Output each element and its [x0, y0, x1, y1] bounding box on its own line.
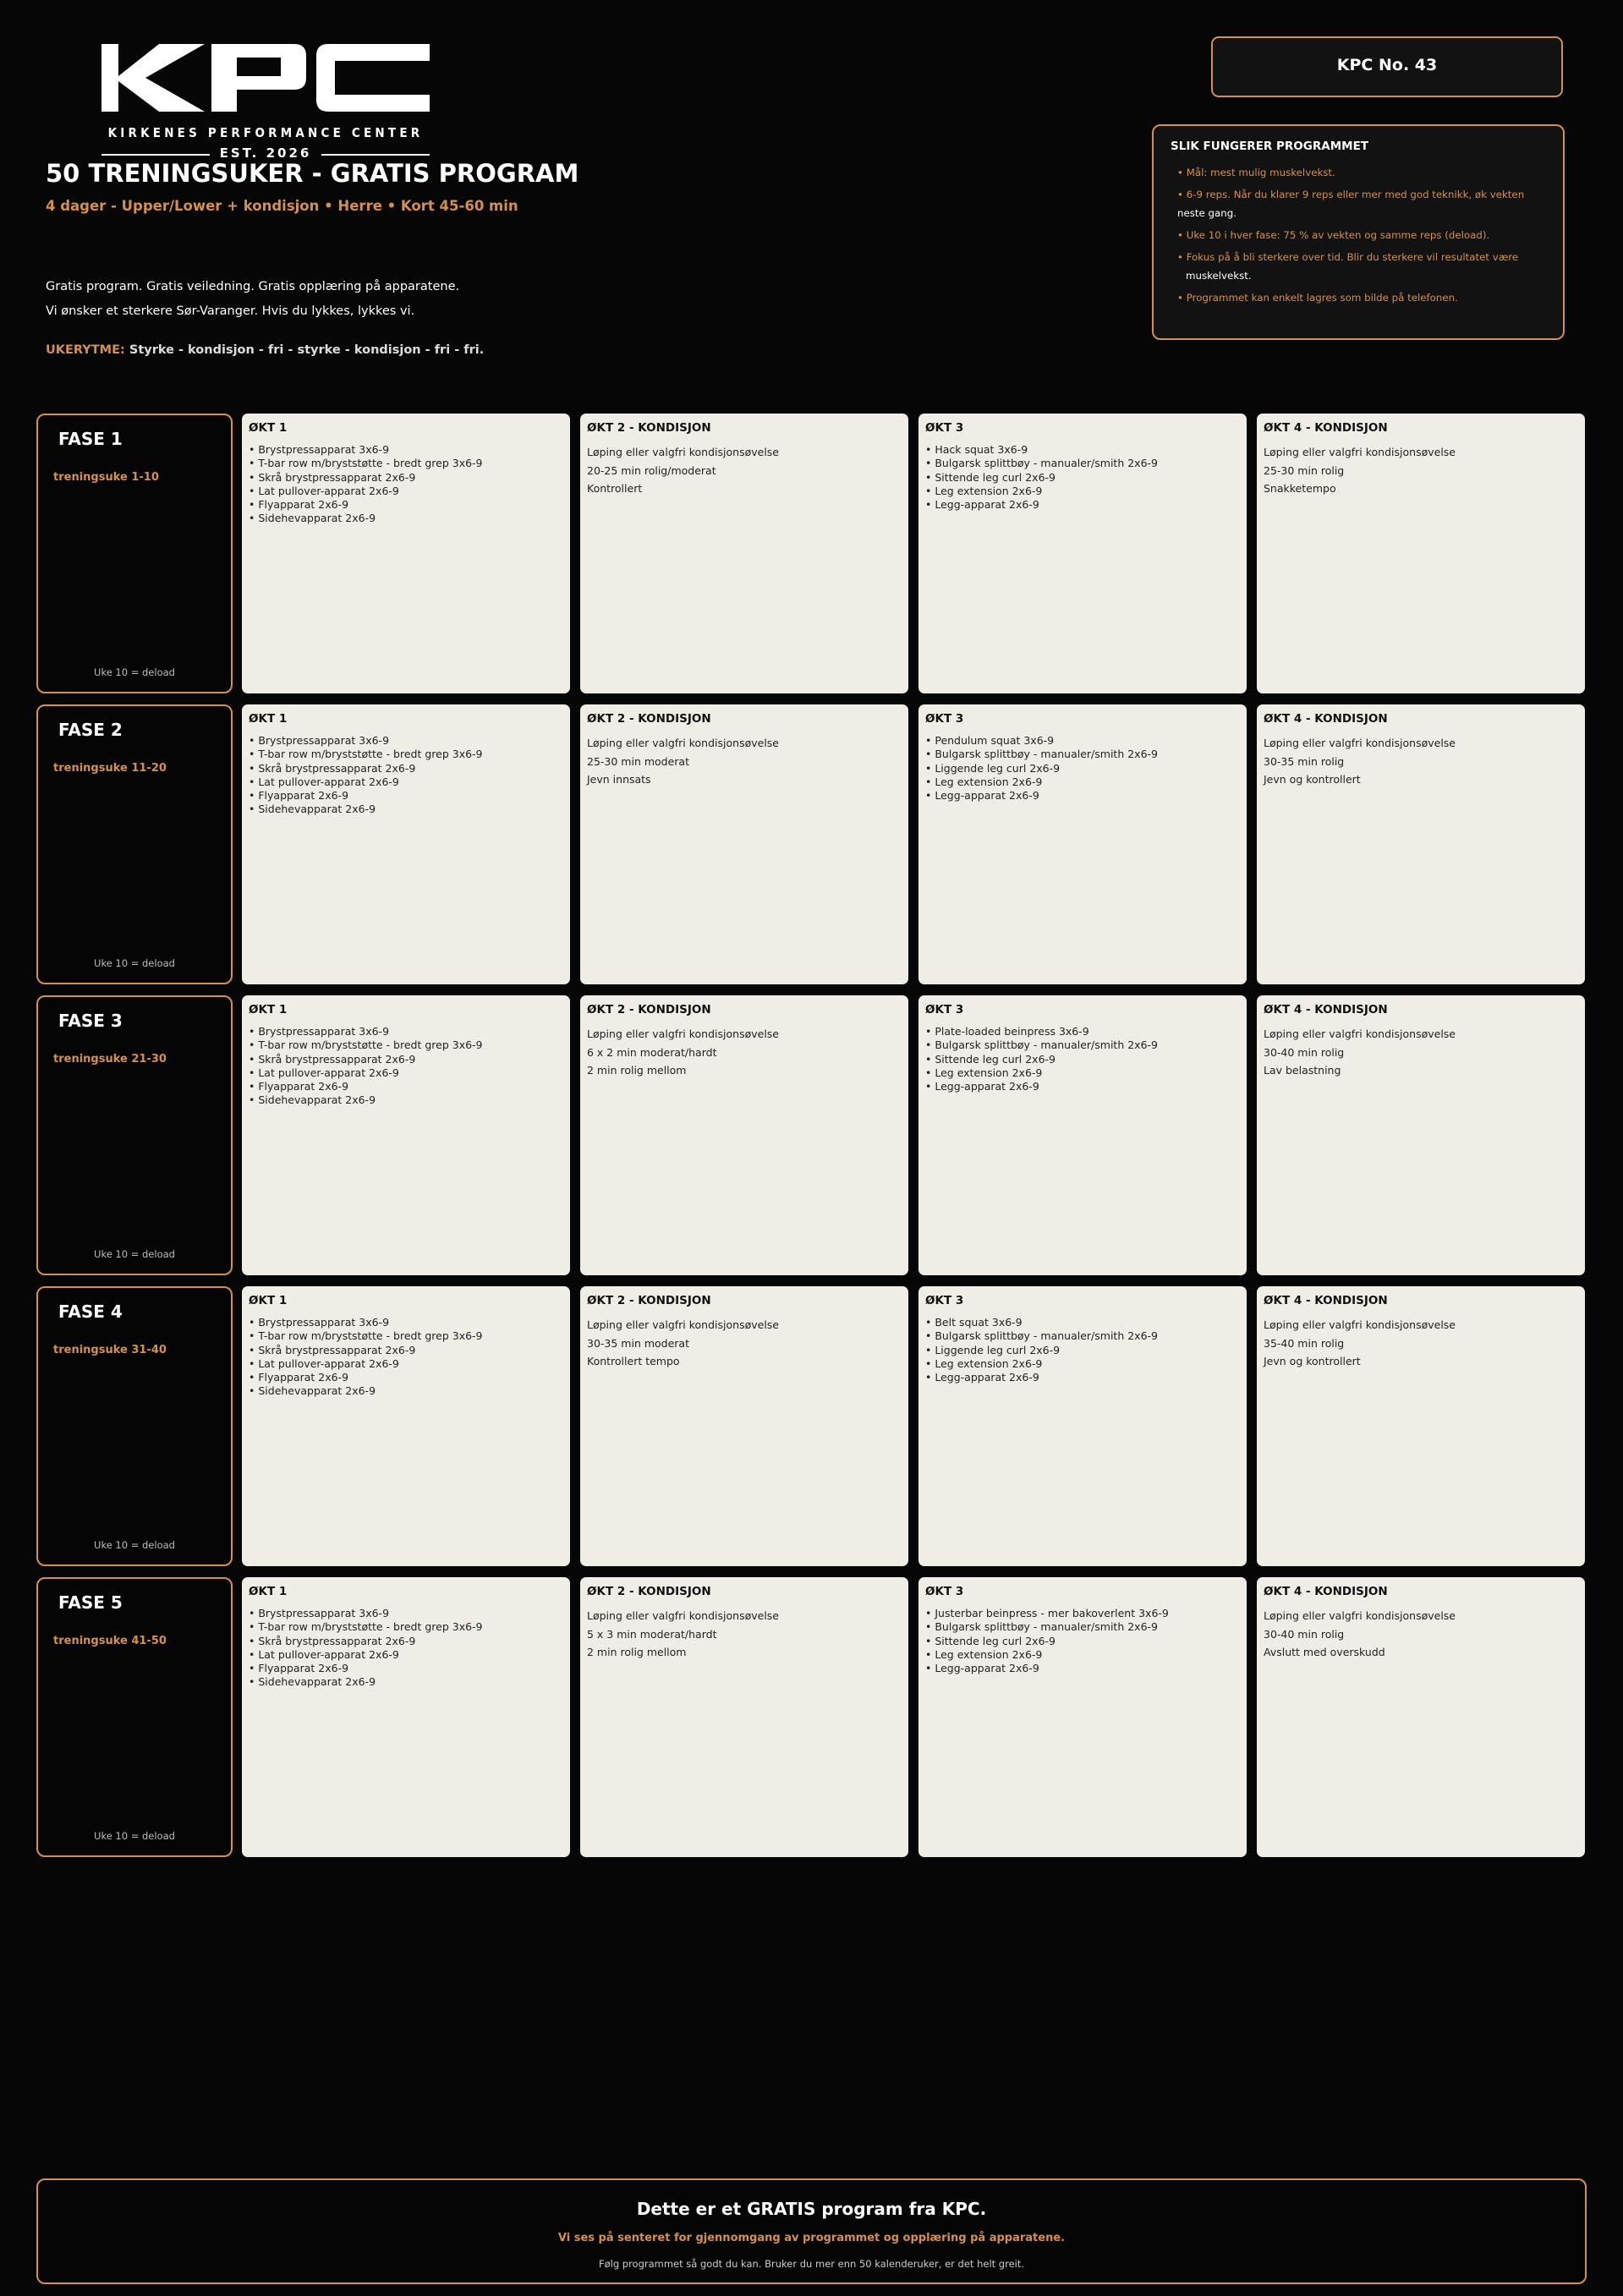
session-line: Jevn og kontrollert [1264, 773, 1361, 786]
session-line: Kontrollert tempo [587, 1355, 680, 1367]
session-line: 30-35 min rolig [1264, 754, 1345, 768]
session-line: 25-30 min moderat [587, 754, 689, 768]
session-line: • Lat pullover-apparat 2x6-9 [249, 1647, 399, 1661]
session-title: ØKT 3 [925, 1003, 964, 1016]
phase-deload-note: Uke 10 = deload [94, 1539, 175, 1551]
phase-label-5 [36, 1577, 233, 1857]
phase-deload-note: Uke 10 = deload [94, 666, 175, 678]
week-rhythm-label: UKERYTME: [46, 343, 125, 357]
session-line: Løping eller valgfri kondisjonsøvelse [1264, 737, 1456, 749]
session-title: ØKT 3 [925, 421, 964, 435]
session-line: Jevn innsats [587, 773, 651, 786]
session-line: • Legg-apparat 2x6-9 [925, 789, 1039, 803]
session-line: Løping eller valgfri kondisjonsøvelse [1264, 1318, 1456, 1331]
session-line: • Bulgarsk splittbøy - manualer/smith 2x6-9 [925, 1038, 1158, 1052]
phase-name: FASE 5 [58, 1592, 123, 1613]
session-line: 30-35 min moderat [587, 1336, 689, 1350]
session-line: • Pendulum squat 3x6-9 [925, 734, 1055, 747]
phase-name: FASE 1 [58, 429, 123, 449]
session-line: Løping eller valgfri kondisjonsøvelse [587, 1318, 779, 1331]
session-line: • Lat pullover-apparat 2x6-9 [249, 484, 399, 497]
session-line: • Sidehevapparat 2x6-9 [249, 1093, 376, 1107]
session-line: 6 x 2 min moderat/hardt [587, 1045, 717, 1059]
phase-label-2 [36, 704, 233, 984]
session-line: • Hack squat 3x6-9 [925, 443, 1028, 456]
session-title: ØKT 1 [249, 1585, 288, 1598]
session-line: • T-bar row m/bryststøtte - bredt grep 3x6-9 [249, 457, 483, 470]
session-line: • Skrå brystpressapparat 2x6-9 [249, 1343, 416, 1356]
week-rhythm [46, 343, 484, 357]
session-line: • Bulgarsk splittbøy - manualer/smith 2x6-9 [925, 1329, 1158, 1343]
phase-label-3 [36, 995, 233, 1275]
session-line: • Bulgarsk splittbøy - manualer/smith 2x6-9 [925, 748, 1158, 761]
intro-line-1: Gratis program. Gratis veiledning. Gratis opplæring på apparatene. [46, 280, 460, 293]
session-line: Løping eller valgfri kondisjonsøvelse [587, 1027, 779, 1040]
footer-note: Følg programmet så godt du kan. Bruker du mer enn 50 kalenderuker, er det helt greit. [598, 2258, 1025, 2270]
session-title: ØKT 3 [925, 712, 964, 726]
session-line: • Leg extension 2x6-9 [925, 484, 1043, 497]
intro-line-2: Vi ønsker et sterkere Sør-Varanger. Hvis du lykkes, lykkes vi. [46, 304, 415, 318]
session-card-2-1 [242, 704, 570, 984]
session-line: Løping eller valgfri kondisjonsøvelse [587, 1609, 779, 1622]
session-card-4-2 [580, 1286, 908, 1566]
session-line: • Brystpressapparat 3x6-9 [249, 1607, 390, 1619]
phase-name: FASE 3 [58, 1011, 123, 1031]
session-line: Snakketempo [1264, 482, 1336, 495]
how-it-works-item: • Fokus på å bli sterkere over tid. Blir du sterkere vil resultatet være muskelvekst. [1177, 251, 1519, 282]
session-line: • Skrå brystpressapparat 2x6-9 [249, 1052, 416, 1066]
phase-label-4 [36, 1286, 233, 1566]
phase-name: FASE 2 [58, 720, 123, 740]
session-line: • Liggende leg curl 2x6-9 [925, 761, 1061, 775]
session-line: Jevn og kontrollert [1264, 1355, 1361, 1367]
session-line: • Flyapparat 2x6-9 [249, 789, 349, 803]
footer-box [36, 2178, 1587, 2284]
session-card-5-1 [242, 1577, 570, 1857]
session-line: • Sidehevapparat 2x6-9 [249, 512, 376, 525]
session-line: • Plate-loaded beinpress 3x6-9 [925, 1025, 1089, 1038]
session-line: 5 x 3 min moderat/hardt [587, 1627, 717, 1641]
session-line: • Leg extension 2x6-9 [925, 1066, 1043, 1079]
session-card-5-2 [580, 1577, 908, 1857]
session-line: 25-30 min rolig [1264, 463, 1345, 477]
session-card-1-1 [242, 414, 570, 693]
session-card-3-3 [918, 995, 1247, 1275]
session-card-1-2 [580, 414, 908, 693]
session-line: • Sidehevapparat 2x6-9 [249, 1384, 376, 1398]
session-card-5-4 [1257, 1577, 1585, 1857]
how-it-works-title: SLIK FUNGERER PROGRAMMET [1171, 140, 1368, 153]
session-title: ØKT 3 [925, 1585, 964, 1598]
session-line: Løping eller valgfri kondisjonsøvelse [1264, 1609, 1456, 1622]
logo-center-name: KIRKENES PERFORMANCE CENTER [107, 125, 424, 140]
session-line: Løping eller valgfri kondisjonsøvelse [1264, 446, 1456, 458]
session-card-3-2 [580, 995, 908, 1275]
session-title: ØKT 4 - KONDISJON [1264, 1294, 1388, 1307]
session-line: • Brystpressapparat 3x6-9 [249, 734, 390, 747]
session-line: • Flyapparat 2x6-9 [249, 498, 349, 512]
footer-invite: Vi ses på senteret for gjennomgang av programmet og opplæring på apparatene. [557, 2232, 1066, 2244]
how-it-works-list [1171, 163, 1546, 307]
session-title: ØKT 4 - KONDISJON [1264, 712, 1388, 726]
session-line: • Brystpressapparat 3x6-9 [249, 1316, 390, 1329]
session-card-1-4 [1257, 414, 1585, 693]
session-title: ØKT 4 - KONDISJON [1264, 1585, 1388, 1598]
session-line: Løping eller valgfri kondisjonsøvelse [587, 446, 779, 458]
session-card-2-2 [580, 704, 908, 984]
session-line: • Sittende leg curl 2x6-9 [925, 1052, 1055, 1066]
phase-deload-note: Uke 10 = deload [94, 1830, 175, 1842]
session-line: • T-bar row m/bryststøtte - bredt grep 3x6-9 [249, 748, 483, 761]
session-line: • Brystpressapparat 3x6-9 [249, 1025, 390, 1038]
session-title: ØKT 1 [249, 712, 288, 726]
session-line: • Sittende leg curl 2x6-9 [925, 470, 1055, 484]
session-title: ØKT 4 - KONDISJON [1264, 421, 1388, 435]
phase-weeks: treningsuke 21-30 [53, 1053, 167, 1066]
session-title: ØKT 1 [249, 421, 288, 435]
footer-headline: Dette er et GRATIS program fra KPC. [636, 2199, 987, 2219]
phase-weeks: treningsuke 11-20 [53, 762, 167, 775]
session-line: • Brystpressapparat 3x6-9 [249, 443, 390, 456]
session-card-4-1 [242, 1286, 570, 1566]
session-line: • Legg-apparat 2x6-9 [925, 1080, 1039, 1093]
how-it-works-item: • Programmet kan enkelt lagres som bilde på telefonen. [1177, 292, 1458, 304]
how-it-works-item: • Uke 10 i hver fase: 75 % av vekten og samme reps (deload). [1177, 229, 1490, 241]
how-it-works-item: • Mål: mest mulig muskelvekst. [1177, 167, 1335, 178]
session-card-4-3 [918, 1286, 1247, 1566]
session-line: • Leg extension 2x6-9 [925, 1647, 1043, 1661]
session-card-1-3 [918, 414, 1247, 693]
session-line: Kontrollert [587, 482, 643, 495]
session-title: ØKT 2 - KONDISJON [587, 1585, 711, 1598]
session-line: • Sidehevapparat 2x6-9 [249, 1675, 376, 1689]
kpc-logo [101, 44, 430, 162]
session-card-3-1 [242, 995, 570, 1275]
session-line: • Legg-apparat 2x6-9 [925, 498, 1039, 512]
week-rhythm-value: Styrke - kondisjon - fri - styrke - kondisjon - fri - fri. [129, 343, 485, 357]
session-line: 30-40 min rolig [1264, 1045, 1345, 1059]
session-line: • T-bar row m/bryststøtte - bredt grep 3x6-9 [249, 1329, 483, 1343]
session-line: • Legg-apparat 2x6-9 [925, 1662, 1039, 1675]
session-title: ØKT 3 [925, 1294, 964, 1307]
session-line: • Sittende leg curl 2x6-9 [925, 1634, 1055, 1647]
session-line: 30-40 min rolig [1264, 1627, 1345, 1641]
kpc-logo-mark [101, 44, 430, 112]
session-line: • Flyapparat 2x6-9 [249, 1371, 349, 1384]
logo-est-text: EST. 2026 [219, 145, 312, 161]
session-line: • Skrå brystpressapparat 2x6-9 [249, 761, 416, 775]
session-line: • Leg extension 2x6-9 [925, 1356, 1043, 1370]
session-line: • Bulgarsk splittbøy - manualer/smith 2x6-9 [925, 457, 1158, 470]
session-line: • Flyapparat 2x6-9 [249, 1080, 349, 1093]
session-title: ØKT 2 - KONDISJON [587, 712, 711, 726]
phase-label-1 [36, 414, 233, 693]
session-line: • Leg extension 2x6-9 [925, 775, 1043, 788]
session-line: 2 min rolig mellom [587, 1646, 687, 1658]
session-line: • Liggende leg curl 2x6-9 [925, 1343, 1061, 1356]
page-subtitle: 4 dager - Upper/Lower + kondisjon • Herre • Kort 45-60 min [46, 198, 518, 214]
session-line: Løping eller valgfri kondisjonsøvelse [587, 737, 779, 749]
session-card-3-4 [1257, 995, 1585, 1275]
session-line: • Bulgarsk splittbøy - manualer/smith 2x6-9 [925, 1620, 1158, 1634]
session-line: • Flyapparat 2x6-9 [249, 1662, 349, 1675]
how-it-works-item: • 6-9 reps. Når du klarer 9 reps eller mer med god teknikk, øk vekten neste gang. [1177, 189, 1525, 219]
session-line: • Sidehevapparat 2x6-9 [249, 803, 376, 816]
session-line: 20-25 min rolig/moderat [587, 463, 716, 477]
session-line: • Belt squat 3x6-9 [925, 1316, 1023, 1329]
session-title: ØKT 2 - KONDISJON [587, 1294, 711, 1307]
phase-weeks: treningsuke 31-40 [53, 1344, 167, 1356]
session-line: • Lat pullover-apparat 2x6-9 [249, 1356, 399, 1370]
session-card-4-4 [1257, 1286, 1585, 1566]
session-line: • Lat pullover-apparat 2x6-9 [249, 1066, 399, 1079]
session-title: ØKT 1 [249, 1294, 288, 1307]
page-title: 50 TRENINGSUKER - GRATIS PROGRAM [46, 159, 579, 188]
session-title: ØKT 2 - KONDISJON [587, 421, 711, 435]
how-it-works-box [1152, 124, 1565, 340]
session-line: • Skrå brystpressapparat 2x6-9 [249, 470, 416, 484]
phase-deload-note: Uke 10 = deload [94, 1248, 175, 1260]
program-number-badge: KPC No. 43 [1211, 36, 1563, 97]
session-line: Avslutt med overskudd [1264, 1646, 1385, 1658]
session-card-5-3 [918, 1577, 1247, 1857]
session-line: • Justerbar beinpress - mer bakoverlent 3x6-9 [925, 1607, 1169, 1619]
session-line: • Legg-apparat 2x6-9 [925, 1371, 1039, 1384]
phase-weeks: treningsuke 41-50 [53, 1635, 167, 1647]
session-title: ØKT 2 - KONDISJON [587, 1003, 711, 1016]
session-line: • Skrå brystpressapparat 2x6-9 [249, 1634, 416, 1647]
session-line: • T-bar row m/bryststøtte - bredt grep 3x6-9 [249, 1038, 483, 1052]
session-line: • Lat pullover-apparat 2x6-9 [249, 775, 399, 788]
phase-weeks: treningsuke 1-10 [53, 471, 159, 484]
session-line: • T-bar row m/bryststøtte - bredt grep 3x6-9 [249, 1620, 483, 1634]
session-line: 35-40 min rolig [1264, 1336, 1345, 1350]
session-title: ØKT 4 - KONDISJON [1264, 1003, 1388, 1016]
session-title: ØKT 1 [249, 1003, 288, 1016]
session-line: Løping eller valgfri kondisjonsøvelse [1264, 1027, 1456, 1040]
session-line: 2 min rolig mellom [587, 1064, 687, 1077]
session-card-2-4 [1257, 704, 1585, 984]
session-line: Lav belastning [1264, 1064, 1341, 1077]
session-card-2-3 [918, 704, 1247, 984]
phase-name: FASE 4 [58, 1301, 123, 1322]
phase-deload-note: Uke 10 = deload [94, 957, 175, 969]
